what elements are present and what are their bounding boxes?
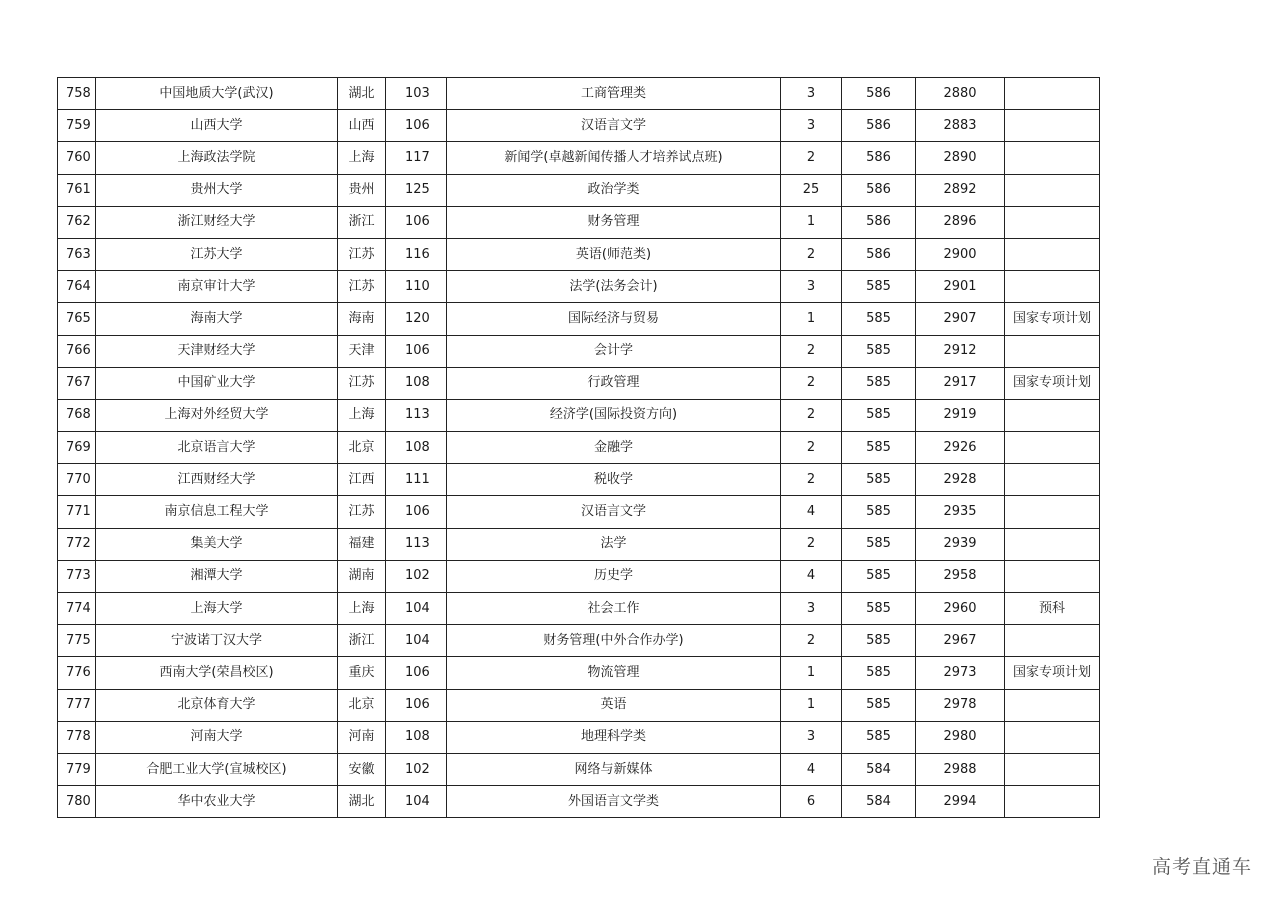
rank-cell: 774 (58, 593, 96, 625)
rank-cell: 772 (58, 528, 96, 560)
university-cell: 天津财经大学 (96, 335, 338, 367)
rank-cell: 769 (58, 432, 96, 464)
province-cell: 上海 (338, 399, 386, 431)
university-cell: 南京信息工程大学 (96, 496, 338, 528)
major-cell: 行政管理 (447, 367, 781, 399)
major-cell: 金融学 (447, 432, 781, 464)
position-cell: 2917 (916, 367, 1005, 399)
province-cell: 上海 (338, 142, 386, 174)
province-cell: 北京 (338, 432, 386, 464)
province-cell: 海南 (338, 303, 386, 335)
position-cell: 2967 (916, 625, 1005, 657)
table-row (58, 528, 1100, 560)
province-cell: 福建 (338, 528, 386, 560)
count-cell: 3 (781, 271, 842, 303)
province-cell: 江苏 (338, 496, 386, 528)
table-row (58, 432, 1100, 464)
note-cell (1005, 399, 1100, 431)
count-cell: 2 (781, 625, 842, 657)
code-cell: 106 (386, 496, 447, 528)
score-cell: 585 (842, 657, 916, 689)
university-cell: 南京审计大学 (96, 271, 338, 303)
note-cell (1005, 721, 1100, 753)
table-row (58, 206, 1100, 238)
score-cell: 586 (842, 174, 916, 206)
score-cell: 585 (842, 464, 916, 496)
major-cell: 财务管理(中外合作办学) (447, 625, 781, 657)
note-cell (1005, 335, 1100, 367)
major-cell: 地理科学类 (447, 721, 781, 753)
province-cell: 江西 (338, 464, 386, 496)
count-cell: 25 (781, 174, 842, 206)
code-cell: 104 (386, 625, 447, 657)
major-cell: 国际经济与贸易 (447, 303, 781, 335)
code-cell: 110 (386, 271, 447, 303)
note-cell (1005, 689, 1100, 721)
university-cell: 江苏大学 (96, 238, 338, 270)
note-cell: 预科 (1005, 593, 1100, 625)
score-cell: 586 (842, 78, 916, 110)
major-cell: 物流管理 (447, 657, 781, 689)
table-row (58, 464, 1100, 496)
code-cell: 113 (386, 399, 447, 431)
table-row (58, 367, 1100, 399)
count-cell: 4 (781, 560, 842, 592)
rank-cell: 778 (58, 721, 96, 753)
table-row (58, 110, 1100, 142)
university-cell: 北京语言大学 (96, 432, 338, 464)
note-cell (1005, 528, 1100, 560)
position-cell: 2912 (916, 335, 1005, 367)
major-cell: 历史学 (447, 560, 781, 592)
code-cell: 117 (386, 142, 447, 174)
province-cell: 湖北 (338, 786, 386, 818)
province-cell: 江苏 (338, 238, 386, 270)
province-cell: 安徽 (338, 753, 386, 785)
rank-cell: 764 (58, 271, 96, 303)
admission-table (57, 77, 1100, 818)
code-cell: 104 (386, 593, 447, 625)
position-cell: 2907 (916, 303, 1005, 335)
table-row (58, 174, 1100, 206)
university-cell: 宁波诺丁汉大学 (96, 625, 338, 657)
code-cell: 102 (386, 560, 447, 592)
university-cell: 海南大学 (96, 303, 338, 335)
rank-cell: 763 (58, 238, 96, 270)
score-cell: 585 (842, 303, 916, 335)
university-cell: 湘潭大学 (96, 560, 338, 592)
position-cell: 2988 (916, 753, 1005, 785)
code-cell: 120 (386, 303, 447, 335)
rank-cell: 758 (58, 78, 96, 110)
position-cell: 2978 (916, 689, 1005, 721)
university-cell: 西南大学(荣昌校区) (96, 657, 338, 689)
score-cell: 586 (842, 206, 916, 238)
table-row (58, 786, 1100, 818)
rank-cell: 770 (58, 464, 96, 496)
table-row (58, 560, 1100, 592)
table-row (58, 657, 1100, 689)
score-cell: 584 (842, 786, 916, 818)
rank-cell: 771 (58, 496, 96, 528)
code-cell: 104 (386, 786, 447, 818)
province-cell: 湖南 (338, 560, 386, 592)
note-cell (1005, 464, 1100, 496)
note-cell: 国家专项计划 (1005, 657, 1100, 689)
major-cell: 英语(师范类) (447, 238, 781, 270)
major-cell: 法学 (447, 528, 781, 560)
watermark-text: 高考直通车 (1151, 856, 1252, 878)
score-cell: 585 (842, 625, 916, 657)
position-cell: 2890 (916, 142, 1005, 174)
province-cell: 河南 (338, 721, 386, 753)
major-cell: 政治学类 (447, 174, 781, 206)
score-cell: 586 (842, 238, 916, 270)
position-cell: 2935 (916, 496, 1005, 528)
province-cell: 上海 (338, 593, 386, 625)
position-cell: 2939 (916, 528, 1005, 560)
position-cell: 2883 (916, 110, 1005, 142)
table-row (58, 753, 1100, 785)
major-cell: 社会工作 (447, 593, 781, 625)
score-cell: 585 (842, 593, 916, 625)
score-cell: 586 (842, 142, 916, 174)
university-cell: 上海政法学院 (96, 142, 338, 174)
position-cell: 2958 (916, 560, 1005, 592)
score-cell: 585 (842, 528, 916, 560)
position-cell: 2926 (916, 432, 1005, 464)
count-cell: 1 (781, 689, 842, 721)
rank-cell: 773 (58, 560, 96, 592)
position-cell: 2980 (916, 721, 1005, 753)
count-cell: 2 (781, 399, 842, 431)
count-cell: 3 (781, 593, 842, 625)
province-cell: 北京 (338, 689, 386, 721)
note-cell (1005, 78, 1100, 110)
rank-cell: 767 (58, 367, 96, 399)
note-cell (1005, 271, 1100, 303)
position-cell: 2994 (916, 786, 1005, 818)
major-cell: 汉语言文学 (447, 496, 781, 528)
province-cell: 江苏 (338, 271, 386, 303)
major-cell: 财务管理 (447, 206, 781, 238)
code-cell: 111 (386, 464, 447, 496)
note-cell (1005, 560, 1100, 592)
count-cell: 1 (781, 657, 842, 689)
score-cell: 584 (842, 753, 916, 785)
count-cell: 6 (781, 786, 842, 818)
university-cell: 河南大学 (96, 721, 338, 753)
table-row (58, 721, 1100, 753)
code-cell: 125 (386, 174, 447, 206)
code-cell: 106 (386, 110, 447, 142)
score-cell: 585 (842, 721, 916, 753)
table-row (58, 78, 1100, 110)
note-cell (1005, 496, 1100, 528)
table-row (58, 496, 1100, 528)
major-cell: 外国语言文学类 (447, 786, 781, 818)
score-cell: 585 (842, 496, 916, 528)
rank-cell: 762 (58, 206, 96, 238)
table-row (58, 689, 1100, 721)
score-cell: 585 (842, 335, 916, 367)
university-cell: 北京体育大学 (96, 689, 338, 721)
province-cell: 贵州 (338, 174, 386, 206)
major-cell: 法学(法务会计) (447, 271, 781, 303)
university-cell: 上海大学 (96, 593, 338, 625)
score-cell: 585 (842, 560, 916, 592)
rank-cell: 779 (58, 753, 96, 785)
note-cell: 国家专项计划 (1005, 303, 1100, 335)
note-cell (1005, 625, 1100, 657)
count-cell: 2 (781, 367, 842, 399)
note-cell (1005, 206, 1100, 238)
province-cell: 天津 (338, 335, 386, 367)
note-cell (1005, 753, 1100, 785)
rank-cell: 780 (58, 786, 96, 818)
position-cell: 2892 (916, 174, 1005, 206)
code-cell: 108 (386, 367, 447, 399)
major-cell: 英语 (447, 689, 781, 721)
province-cell: 浙江 (338, 206, 386, 238)
code-cell: 106 (386, 206, 447, 238)
count-cell: 3 (781, 110, 842, 142)
rank-cell: 777 (58, 689, 96, 721)
count-cell: 1 (781, 303, 842, 335)
count-cell: 4 (781, 496, 842, 528)
university-cell: 合肥工业大学(宣城校区) (96, 753, 338, 785)
university-cell: 集美大学 (96, 528, 338, 560)
rank-cell: 759 (58, 110, 96, 142)
note-cell (1005, 174, 1100, 206)
code-cell: 106 (386, 657, 447, 689)
position-cell: 2901 (916, 271, 1005, 303)
rank-cell: 768 (58, 399, 96, 431)
rank-cell: 765 (58, 303, 96, 335)
position-cell: 2973 (916, 657, 1005, 689)
table-row (58, 625, 1100, 657)
code-cell: 113 (386, 528, 447, 560)
table-row (58, 271, 1100, 303)
count-cell: 2 (781, 142, 842, 174)
university-cell: 江西财经大学 (96, 464, 338, 496)
rank-cell: 761 (58, 174, 96, 206)
count-cell: 3 (781, 721, 842, 753)
position-cell: 2928 (916, 464, 1005, 496)
count-cell: 2 (781, 528, 842, 560)
count-cell: 2 (781, 238, 842, 270)
code-cell: 106 (386, 689, 447, 721)
province-cell: 山西 (338, 110, 386, 142)
university-cell: 山西大学 (96, 110, 338, 142)
province-cell: 江苏 (338, 367, 386, 399)
table-row (58, 303, 1100, 335)
count-cell: 2 (781, 335, 842, 367)
code-cell: 102 (386, 753, 447, 785)
position-cell: 2960 (916, 593, 1005, 625)
position-cell: 2880 (916, 78, 1005, 110)
note-cell (1005, 110, 1100, 142)
major-cell: 税收学 (447, 464, 781, 496)
note-cell (1005, 142, 1100, 174)
position-cell: 2919 (916, 399, 1005, 431)
university-cell: 中国地质大学(武汉) (96, 78, 338, 110)
score-cell: 585 (842, 432, 916, 464)
code-cell: 106 (386, 335, 447, 367)
major-cell: 工商管理类 (447, 78, 781, 110)
score-cell: 585 (842, 271, 916, 303)
table-row (58, 335, 1100, 367)
score-cell: 586 (842, 110, 916, 142)
count-cell: 2 (781, 464, 842, 496)
code-cell: 103 (386, 78, 447, 110)
table-row (58, 399, 1100, 431)
major-cell: 网络与新媒体 (447, 753, 781, 785)
university-cell: 中国矿业大学 (96, 367, 338, 399)
table-row (58, 142, 1100, 174)
note-cell (1005, 786, 1100, 818)
count-cell: 1 (781, 206, 842, 238)
count-cell: 4 (781, 753, 842, 785)
major-cell: 汉语言文学 (447, 110, 781, 142)
province-cell: 重庆 (338, 657, 386, 689)
university-cell: 贵州大学 (96, 174, 338, 206)
position-cell: 2896 (916, 206, 1005, 238)
position-cell: 2900 (916, 238, 1005, 270)
count-cell: 2 (781, 432, 842, 464)
university-cell: 上海对外经贸大学 (96, 399, 338, 431)
table-row (58, 593, 1100, 625)
rank-cell: 776 (58, 657, 96, 689)
table-body (58, 78, 1100, 818)
note-cell (1005, 432, 1100, 464)
rank-cell: 766 (58, 335, 96, 367)
code-cell: 108 (386, 721, 447, 753)
score-cell: 585 (842, 367, 916, 399)
major-cell: 经济学(国际投资方向) (447, 399, 781, 431)
university-cell: 浙江财经大学 (96, 206, 338, 238)
major-cell: 会计学 (447, 335, 781, 367)
table-row (58, 238, 1100, 270)
code-cell: 116 (386, 238, 447, 270)
rank-cell: 760 (58, 142, 96, 174)
note-cell (1005, 238, 1100, 270)
province-cell: 湖北 (338, 78, 386, 110)
code-cell: 108 (386, 432, 447, 464)
rank-cell: 775 (58, 625, 96, 657)
note-cell: 国家专项计划 (1005, 367, 1100, 399)
university-cell: 华中农业大学 (96, 786, 338, 818)
major-cell: 新闻学(卓越新闻传播人才培养试点班) (447, 142, 781, 174)
count-cell: 3 (781, 78, 842, 110)
score-cell: 585 (842, 689, 916, 721)
province-cell: 浙江 (338, 625, 386, 657)
score-cell: 585 (842, 399, 916, 431)
